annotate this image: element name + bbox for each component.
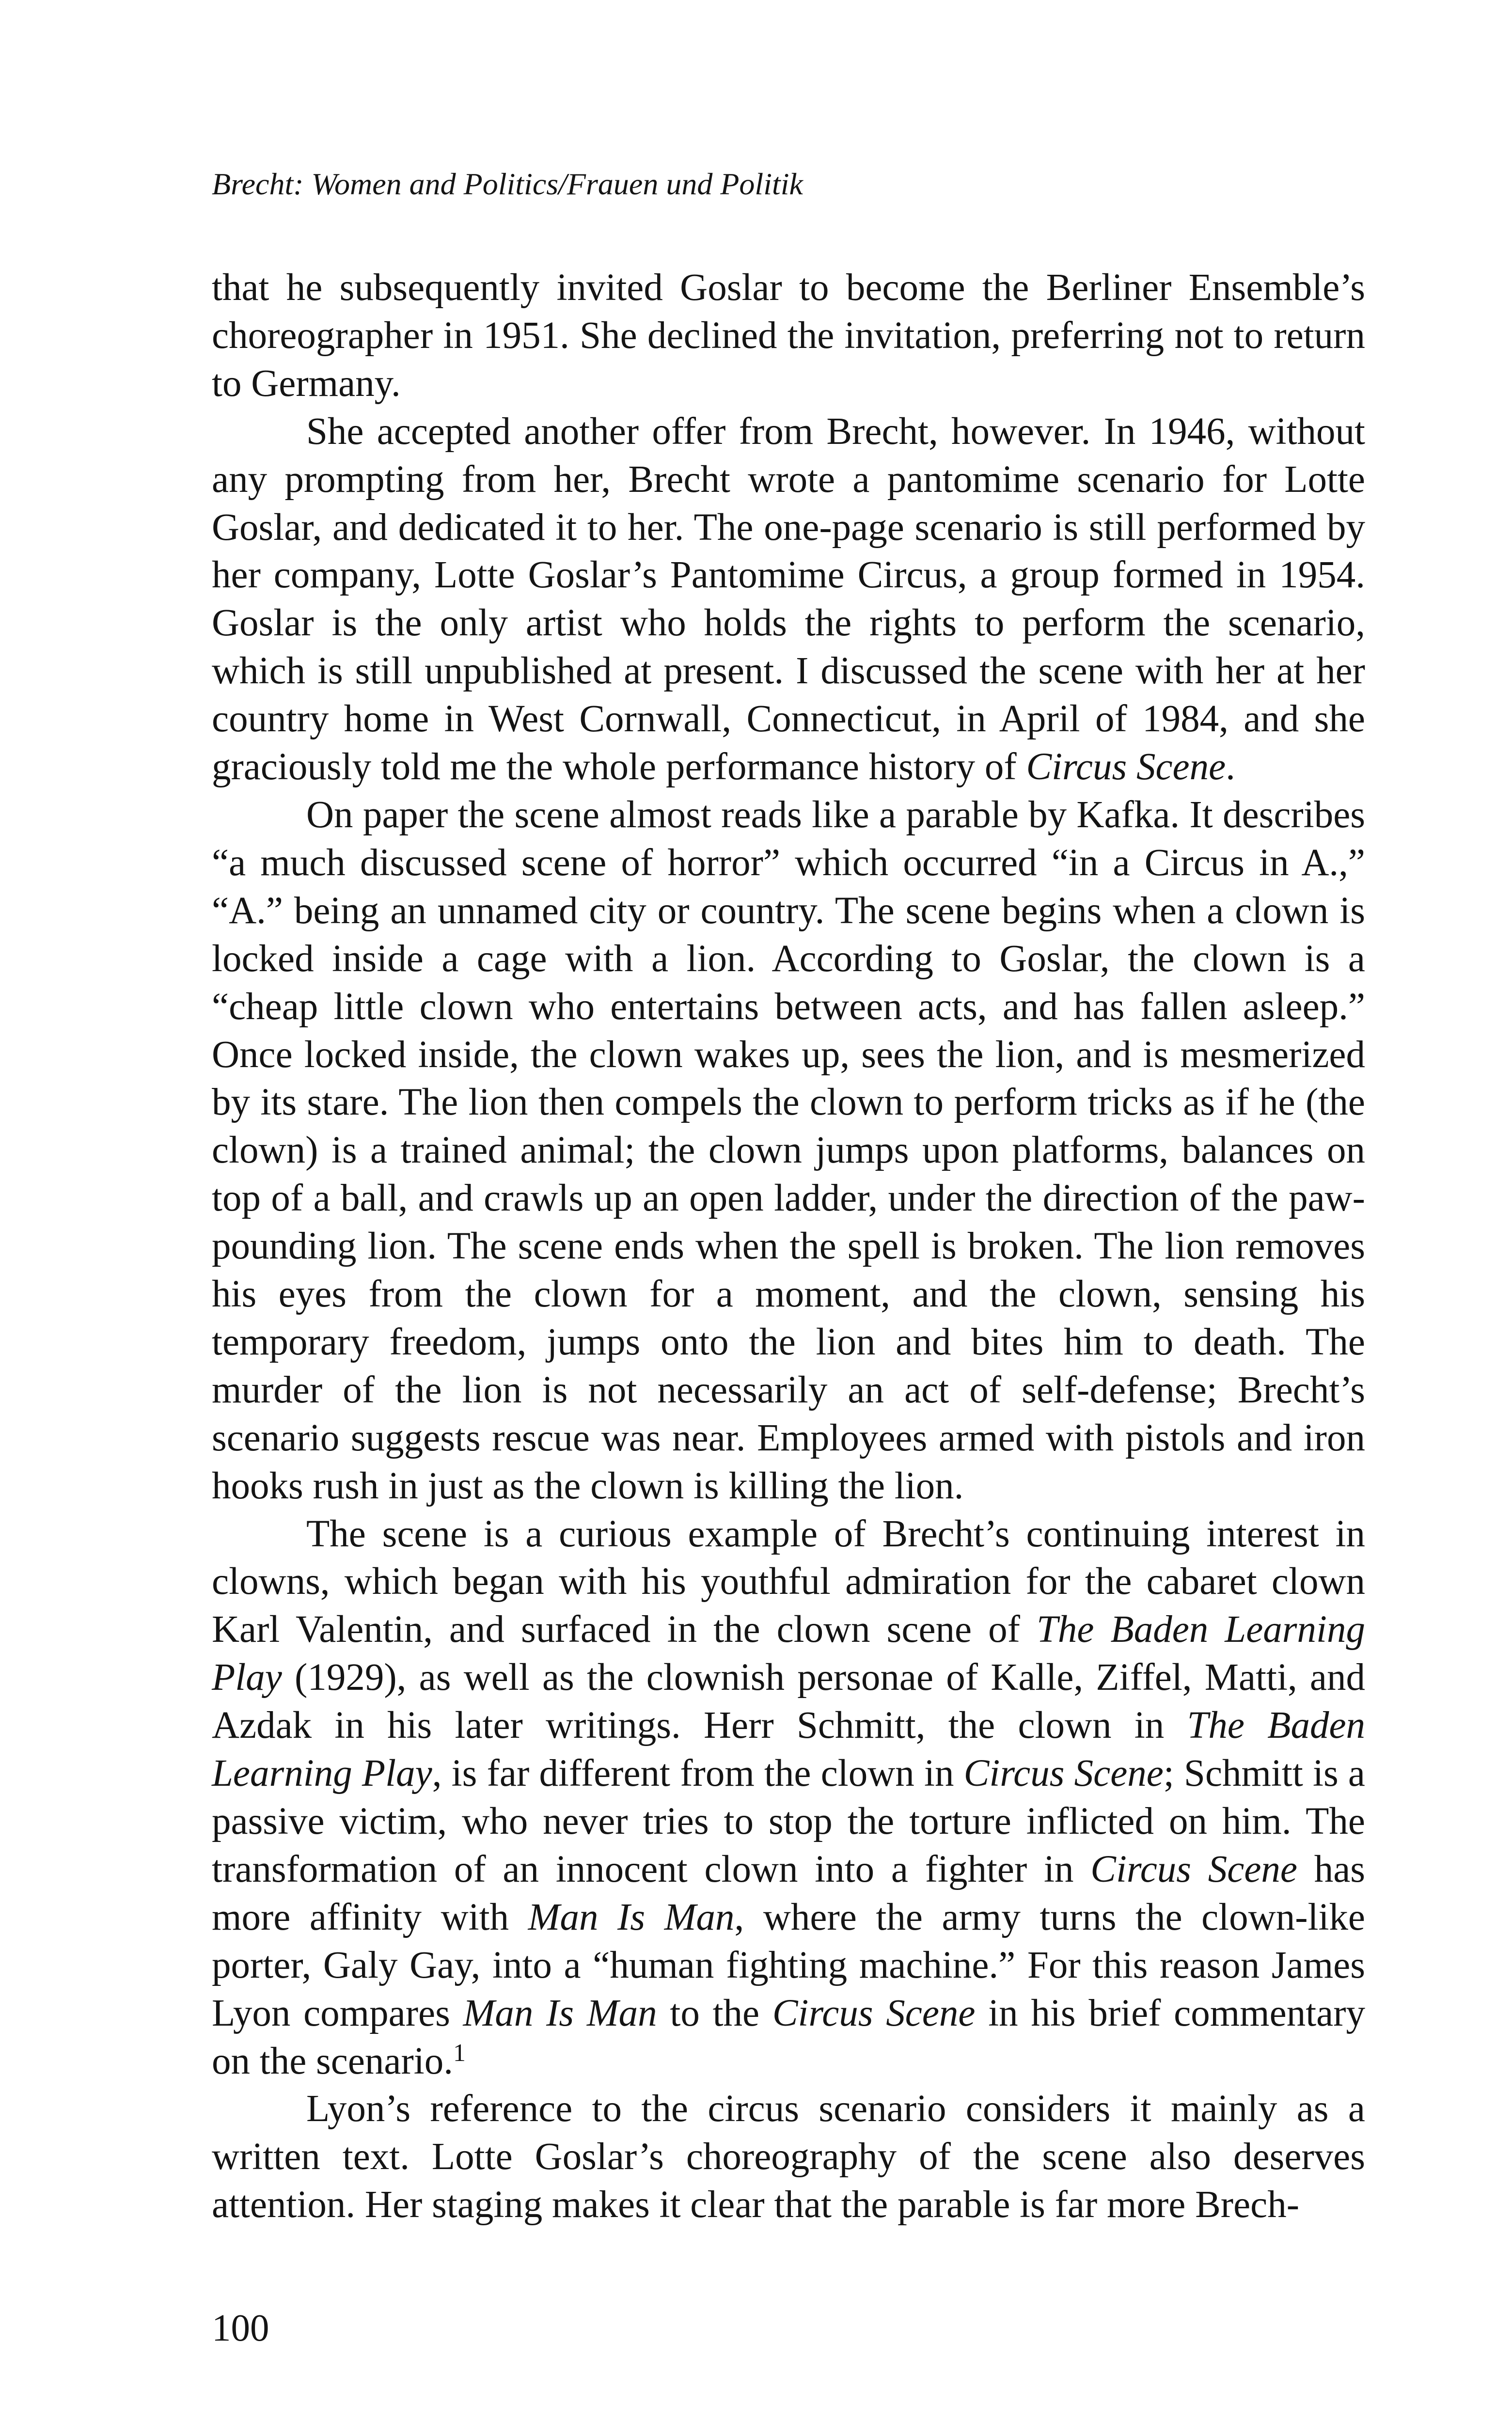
text-run: has more affinity with [212, 1848, 1366, 1938]
italic-title: Man Is Man [528, 1896, 735, 1938]
text-run: The scene is a curious example of Brecht’s continuing interest in clowns, which began with his youthful admiration for the cabaret clown Karl Valentin, and surfaced in the clown scene of [212, 1512, 1365, 1651]
paragraph [212, 2085, 1365, 2229]
footnote-marker: 1 [453, 2039, 466, 2067]
italic-title: Circus Scene [1090, 1848, 1297, 1890]
text-run: Lyon’s reference to the circus scenario considers it mainly as a written text. Lotte Goslar’s choreography of the scene also deserves attention. Her staging makes it clear that the parable is far more Brech- [212, 2088, 1365, 2226]
running-head: Brecht: Women and Politics/Frauen und Politik [212, 167, 803, 201]
text-run: On paper the scene almost reads like a parable by Kafka. It describes “a much discussed scene of horror” which occurred “in a Circus in A.,” “A.” being an unnamed city or country. The scene begins when a clown is locked inside a cage with a lion. According to Goslar, the clown is a “cheap little clown who entertains between acts, and has fallen asleep.” Once locked inside, the clown wakes up, sees the lion, and is mesmerized by its stare. The lion then compels the clown to perform tricks as if he (the clown) is a trained animal; the clown jumps upon platforms, balances on top of a ball, and crawls up an open ladder, under the direction of the paw-pounding lion. The scene ends when the spell is broken. The lion removes his eyes from the clown for a moment, and the clown, sensing his temporary freedom, jumps onto the lion and bites him to death. The murder of the lion is not necessarily an act of self-defense; Brecht’s scenario suggests rescue was near. Employees armed with pistols and iron hooks rush in just as the clown is killing the lion. [212, 793, 1365, 1507]
paragraph [212, 1510, 1365, 2086]
italic-title: The Baden Learning Play [212, 1608, 1365, 1699]
italic-title: The Baden Learning Play [212, 1704, 1366, 1795]
paragraph [212, 408, 1365, 791]
text-run: She accepted another offer from Brecht, however. In 1946, without any prompting from her, Brecht wrote a pantomime scenario for Lotte Goslar, and dedicated it to her. The one-page scenario is still performed by her company, Lotte Goslar’s Pantomime Circus, a group formed in 1954. Goslar is the only artist who holds the rights to perform the scenario, which is still unpublished at present. I discussed the scene with her at her country home in West Cornwall, Connecticut, in April of 1984, and she graciously told me the whole performance history of [212, 410, 1365, 788]
paragraph-continuation [212, 264, 1365, 408]
italic-title: Circus Scene [963, 1752, 1164, 1795]
text-run: to the [657, 1992, 772, 2034]
text-run: that he subsequently invited Goslar to become the Berliner Ensemble’s choreographer in 1951. She declined the invitation, preferring not to return to Germany. [212, 267, 1365, 405]
text-run: ; Schmitt is a passive victim, who never tries to stop the torture inflicted on him. The transformation of an innocent clown into a fighter in [212, 1752, 1365, 1890]
italic-title: Circus Scene [772, 1992, 976, 2034]
text-run: in his brief commentary on the scenario. [212, 1992, 1366, 2082]
body-text [212, 264, 1365, 2229]
page-number: 100 [212, 2307, 269, 2349]
text-run: , where the army turns the clown-like porter, Galy Gay, into a “human fighting machine.” For this reason James Lyon compares [212, 1896, 1365, 2034]
text-run: , is far different from the clown in [432, 1752, 964, 1795]
paragraph [212, 791, 1365, 1510]
italic-title: Circus Scene [1026, 746, 1226, 788]
text-run: (1929), as well as the clownish personae of Kalle, Ziffel, Matti, and Azdak in his later writings. Herr Schmitt, the clown in [212, 1656, 1365, 1747]
italic-title: Man Is Man [463, 1992, 657, 2034]
text-run: . [1226, 746, 1235, 788]
